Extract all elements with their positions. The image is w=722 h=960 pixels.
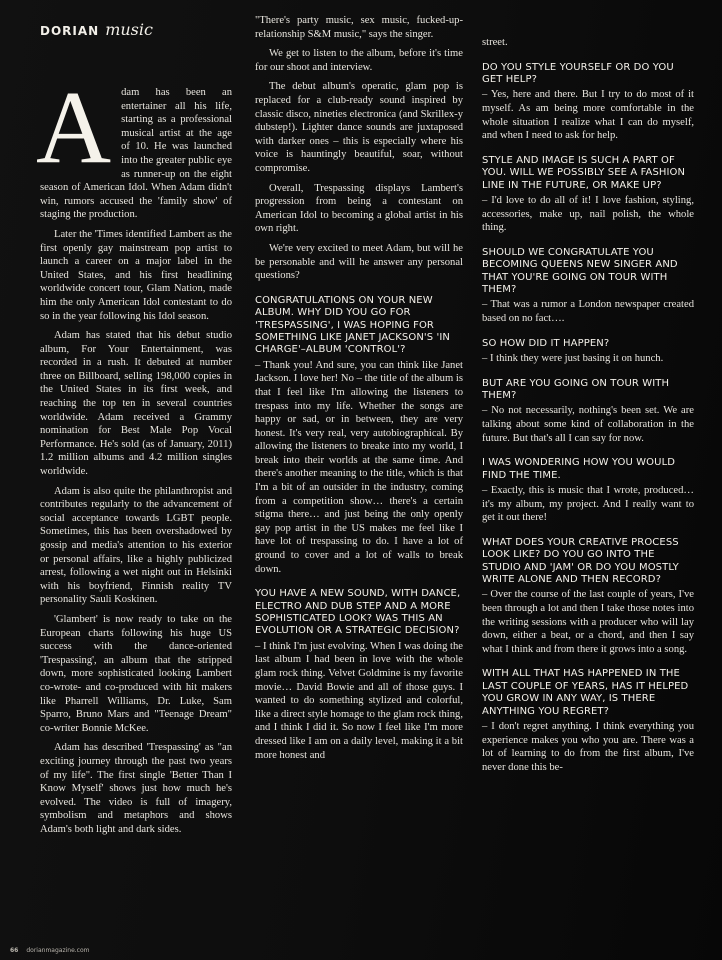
interview-question: WHAT DOES YOUR CREATIVE PROCESS LOOK LIKE? DO YOU GO INTO THE STUDIO AND 'JAM' OR DO YOU MOSTLY WRITE ALONE AND THEN RECORD? — [482, 536, 679, 585]
interview-answer: – Exactly, this is music that I wrote, produced… it's my album, my project. And I really want to get it out there! — [482, 485, 694, 524]
page-number: 66 — [10, 947, 19, 954]
paragraph: Later the 'Times identified Lambert as the first openly gay mainstream pop artist to launch a career on a major label in the United States, and his first headlining worldwide concert tour, Glam Nation, made him the only American Idol contestant to do so in the year following his Idol season. — [40, 228, 232, 322]
paragraph: "There's party music, sex music, fucked-up-relationship S&M music," says the singer. — [255, 15, 463, 40]
paragraph: The debut album's operatic, glam pop is replaced for a club-ready sound inspired by classic disco, nineties electronica (and Skrillex-y dubstep!). Lighter dance sounds are juxtaposed with darker ones – this is especially where his voice is hauntingly beautiful, soar, without compromise. — [255, 81, 463, 174]
interview-answer: – That was a rumor a London newspaper created based on no fact…. — [482, 299, 694, 324]
continued-text: street. — [482, 37, 508, 48]
page-footer — [10, 947, 90, 954]
paragraph: Overall, Trespassing displays Lambert's progression from being a contestant on American Idol to becoming a global artist in his own right. — [255, 182, 463, 235]
interview-answer: – I think I'm just evolving. When I was doing the last album I had been in love with the whole glam rock thing. Velvet Goldmine is my favorite movie… David Bowie and all of those guys. I wanted to do something stylized and colorful, like a direct style homage to the glam rock thing, and I think I did it. So now I feel like I'm more dressed like I am on a daily level, making it a bit more honest and — [255, 640, 463, 761]
interview-answer: – I don't regret anything. I think everything you experience makes you who you are. There was a lot of learning to do from the first album, I've never done this be- — [482, 721, 694, 773]
column-2 — [255, 14, 463, 768]
interview-question: SHOULD WE CONGRATULATE YOU BECOMING QUEENS NEW SINGER AND THAT YOU'RE GOING ON TOUR WITH THEM? — [482, 246, 678, 295]
interview-answer: – I think they were just basing it on hunch. — [482, 353, 664, 364]
interview-question: DO YOU STYLE YOURSELF OR DO YOU GET HELP? — [482, 61, 674, 85]
interview-question: CONGRATULATIONS ON YOUR NEW ALBUM. WHY DID YOU GO FOR 'TRESPASSING', I WAS HOPING FOR SOMETHING LIKE JANET JACKSON'S 'IN CHARGE'–ALBUM 'CONTROL'? — [255, 294, 450, 356]
interview-question: STYLE AND IMAGE IS SUCH A PART OF YOU. WILL WE POSSIBLY SEE A FASHION LINE IN THE FUTURE, OR MAKE UP? — [482, 154, 686, 191]
interview-question: YOU HAVE A NEW SOUND, WITH DANCE, ELECTRO AND DUB STEP AND A MORE SOPHISTICATED LOOK? WAS THIS AN EVOLUTION OR A STRATEGIC DECISION? — [255, 588, 461, 637]
paragraph: Adam has stated that his debut studio album, For Your Entertainment, was recorded in a rush. It debuted at number three on Billboard, selling 198,000 copies in the United States in its first week, and reaching the top ten in several countries worldwide. Adam received a Grammy nomination for Best Male Pop Vocal Performance. He's sold (as of January, 2011) 1.2 million albums and 4.2 million singles worldwide. — [40, 330, 232, 478]
paragraph: 'Glambert' is now ready to take on the European charts following his huge US success with the dance-oriented 'Trespassing', an album that the stripped down, more sophisticated looking Lambert co-wrote- and co-produced with hit makers like Pharrell Williams, Dr. Luke, Sam Sparro, Bruno Mars and "Teenage Dream" co-writer Bonnie McKee. — [40, 613, 232, 734]
section-name: music — [105, 20, 153, 39]
paragraph: dam has been an entertainer all his life, starting as a professional musical artist at the age of 10. He was launched into the greater public eye as runner-up on the eight season of American Idol. When Adam didn't win, rumors accused the 'family show' of staging the production. — [40, 87, 232, 221]
interview-question: I WAS WONDERING HOW YOU WOULD FIND THE TIME. — [482, 457, 676, 481]
column-3 — [482, 36, 694, 780]
paragraph: Adam has described 'Trespassing' as "an exciting journey through the past two years of my life". The first single 'Better Than I Know Myself' shows just how much he's evolved. The video is full of imagery, symbolism and metaphors and shows Adam's both light and dark sides. — [40, 742, 232, 835]
interview-answer: – Thank you! And sure, you can think like Janet Jackson. I love her! No – the title of the album is that I feel like I'm allowing the listeners to trespass into my life. Whether the songs are happy or sad, or in between, they are very honest. It's very real, very autobiographical. By allowing the listeners to breake into my world, I break into their worlds at the same time. And there's another meaning to the title, which is that I'm a bit of an outsider in the industry, coming from a competition show… there's a certain stigma there… and just being the only openly gay pop artist in the US makes me feel like I have lot of trespassing to do. I have a lot of ground to cover and a lot of walls to break down. — [255, 359, 463, 575]
interview-question: SO HOW DID IT HAPPEN? — [482, 337, 610, 349]
section-header — [40, 20, 153, 39]
footer-site: dorianmagazine.com — [26, 947, 90, 954]
interview-question: WITH ALL THAT HAS HAPPENED IN THE LAST COUPLE OF YEARS, HAS IT HELPED YOU GROW IN ANY WAY, IS THERE ANYTHING YOU REGRET? — [482, 668, 689, 717]
column-1 — [36, 70, 232, 842]
interview-answer: – No not necessarily, nothing's been set. We are talking about some kind of collaboration in the future. But that's all I can say for now. — [482, 405, 694, 444]
paragraph: We get to listen to the album, before it's time for our shoot and interview. — [255, 48, 463, 73]
paragraph: We're very excited to meet Adam, but will he be personable and will he answer any personal questions? — [255, 242, 463, 282]
drop-cap: A — [36, 70, 112, 185]
interview-answer: – Yes, here and there. But I try to do most of it myself. As am being more comfortable in the whole situation I realize what I can do myself, and when I need to ask for help. — [482, 89, 694, 142]
paragraph: Adam is also quite the philanthropist and contributes regularly to the advancement of social acceptance towards LGBT people. Sometimes, this has been overshadowed by gossip and media's attention to his exterior or personal affairs, like a highly publicized arrest, following a wet night out in Helsinki with his boyfriend, Finnish reality TV personality Sauli Koskinen. — [40, 485, 232, 606]
magazine-name: DORIAN — [40, 24, 100, 38]
interview-answer: – I'd love to do all of it! I love fashion, styling, accessories, make up, nail polish, the whole thing. — [482, 195, 694, 234]
interview-question: BUT ARE YOU GOING ON TOUR WITH THEM? — [482, 377, 670, 401]
interview-answer: – Over the course of the last couple of years, I've been through a lot and then I take those notes into the writing sessions with a producer who will lay down, either a beat, or a chord, and then I say what I think and from there it grows into a song. — [482, 589, 694, 655]
